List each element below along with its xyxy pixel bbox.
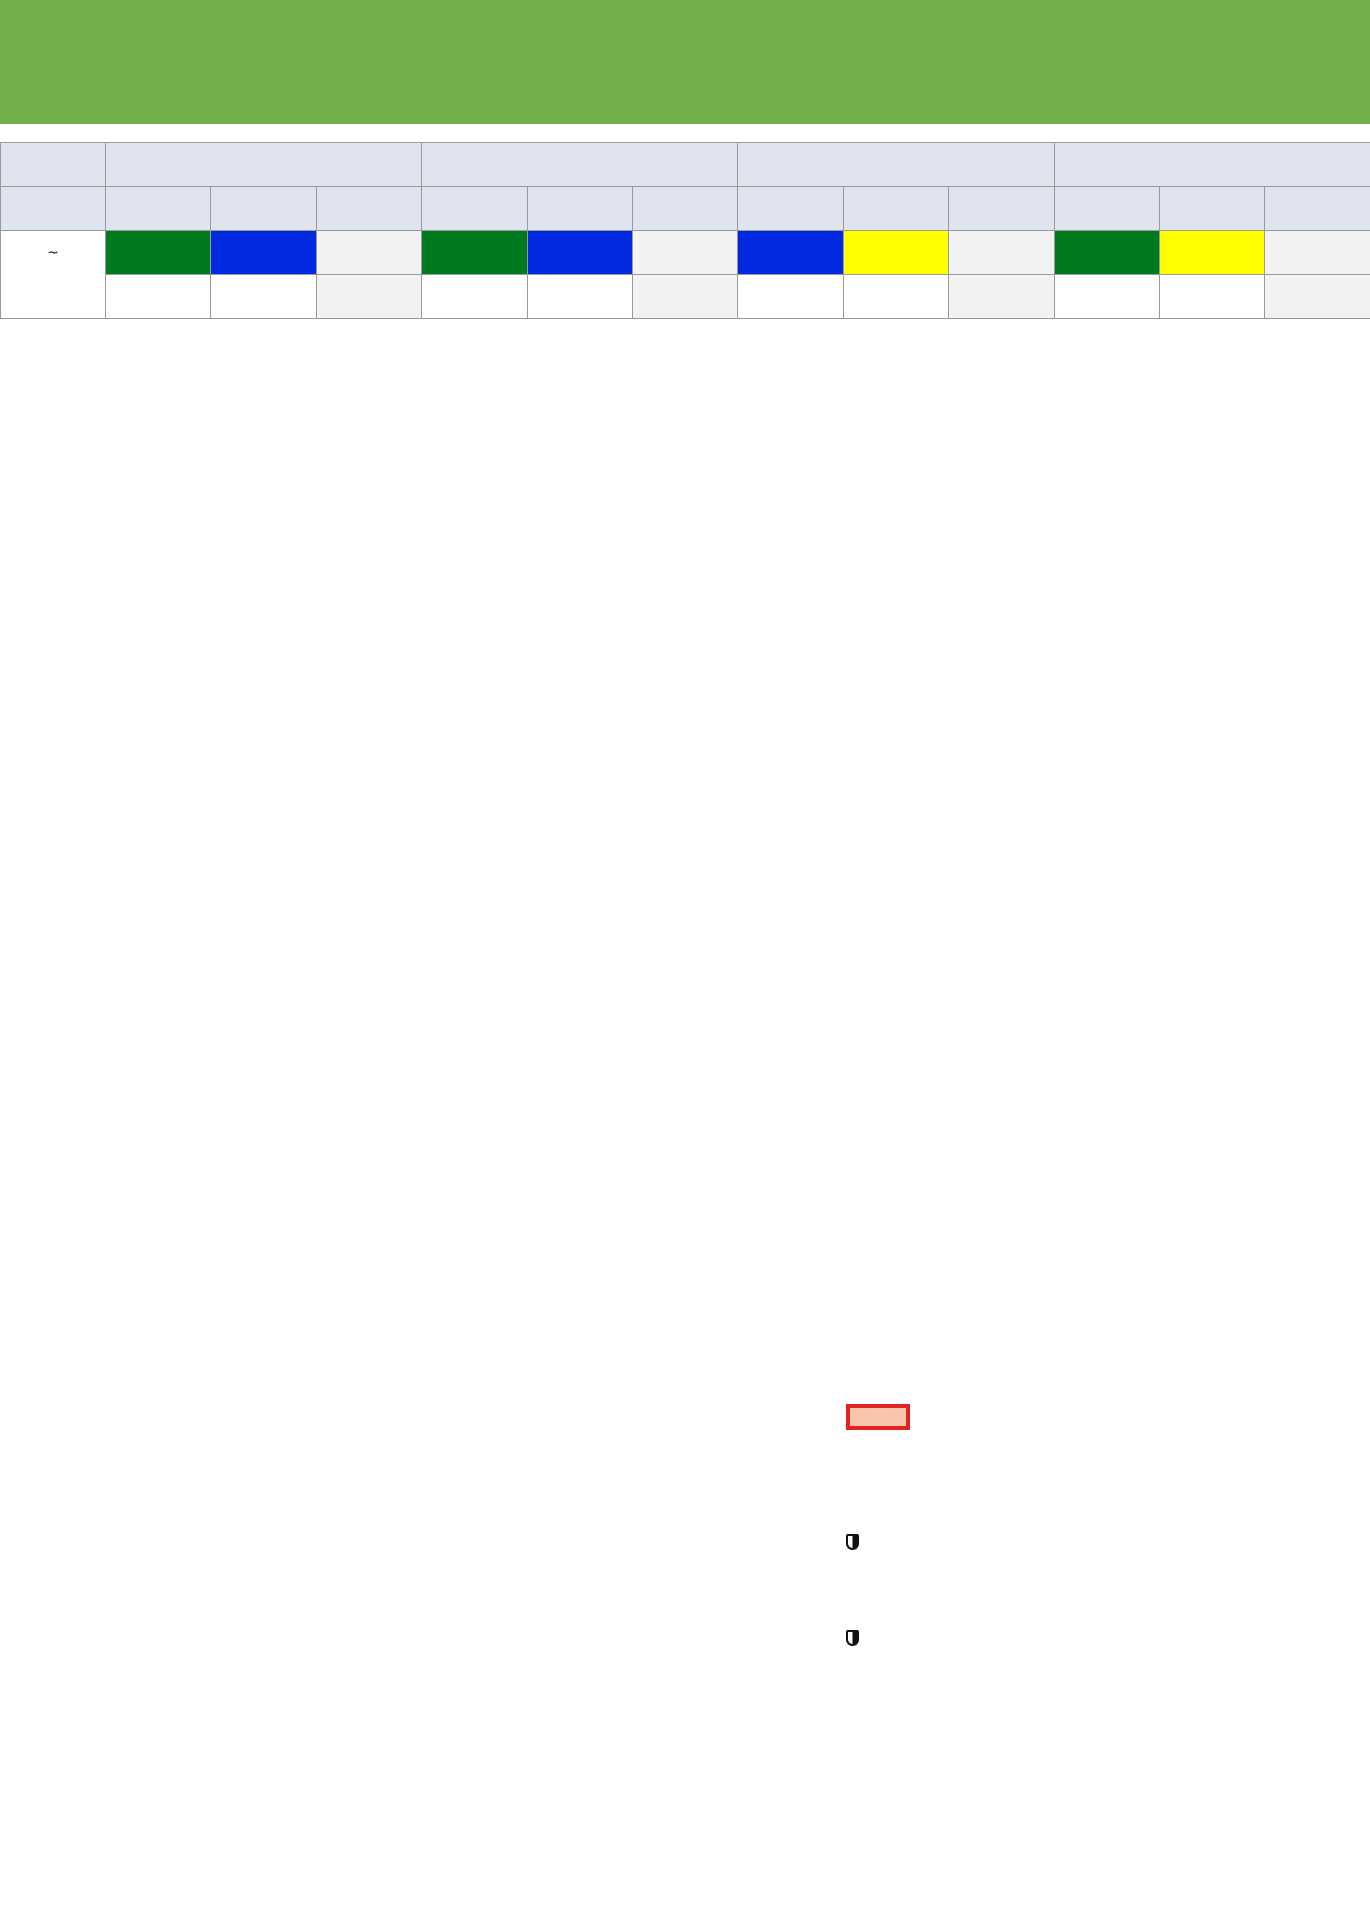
beginner-mark-icon: [846, 1534, 859, 1550]
day-header: [422, 143, 738, 187]
slot-start-time: [1, 231, 106, 275]
court-header: [1, 187, 106, 231]
empty-cell: [316, 231, 421, 275]
court-label: [316, 187, 421, 231]
lesson-level-cell: [422, 231, 527, 275]
court-label: [632, 187, 737, 231]
header-row-days: [1, 143, 1370, 187]
lesson-level-cell: [527, 231, 632, 275]
coach-cell: [106, 275, 211, 319]
highlight-swatch: [846, 1404, 910, 1430]
header-row-courts: [1, 187, 1370, 231]
youbi-header: [1, 143, 106, 187]
note-level-change: [846, 1462, 1360, 1654]
tilde: ~: [47, 244, 59, 261]
notes-panel: [846, 1118, 1360, 1654]
court-label: [422, 187, 527, 231]
weekday-schedule-table: [0, 142, 1370, 319]
coach-cell: [1054, 275, 1159, 319]
court-label: [843, 187, 948, 231]
day-header: [106, 143, 422, 187]
time-slot-row-top: [1, 231, 1370, 275]
slot-end-time: [1, 275, 106, 319]
coach-cell: [1159, 275, 1264, 319]
court-label: [211, 187, 316, 231]
note-setting-change: [846, 1242, 1360, 1306]
court-label: [1159, 187, 1264, 231]
court-label: [949, 187, 1054, 231]
court-label: [106, 187, 211, 231]
time-slot-row-bottom: [1, 275, 1370, 319]
coach-cell: [422, 275, 527, 319]
day-header: [1054, 143, 1370, 187]
note-absence: [846, 1118, 1360, 1150]
title-banner: [0, 0, 1370, 124]
court-label: [1054, 187, 1159, 231]
day-header: [738, 143, 1054, 187]
empty-cell: [632, 275, 737, 319]
empty-cell: [949, 275, 1054, 319]
court-label: [1265, 187, 1370, 231]
empty-cell: [316, 275, 421, 319]
lesson-level-cell: [843, 231, 948, 275]
empty-cell: [1265, 275, 1370, 319]
empty-cell: [1265, 231, 1370, 275]
note-class-change: [846, 1180, 1360, 1212]
empty-cell: [949, 231, 1054, 275]
coach-cell: [738, 275, 843, 319]
court-label: [527, 187, 632, 231]
lesson-level-cell: [1054, 231, 1159, 275]
coach-cell: [211, 275, 316, 319]
lesson-level-cell: [1159, 231, 1264, 275]
coach-cell: [843, 275, 948, 319]
court-label: [738, 187, 843, 231]
lesson-level-cell: [738, 231, 843, 275]
empty-cell: [632, 231, 737, 275]
note-coach-change: [846, 1368, 1360, 1432]
beginner-mark-icon: [846, 1630, 859, 1646]
lesson-level-cell: [106, 231, 211, 275]
coach-cell: [527, 275, 632, 319]
lesson-level-cell: [211, 231, 316, 275]
